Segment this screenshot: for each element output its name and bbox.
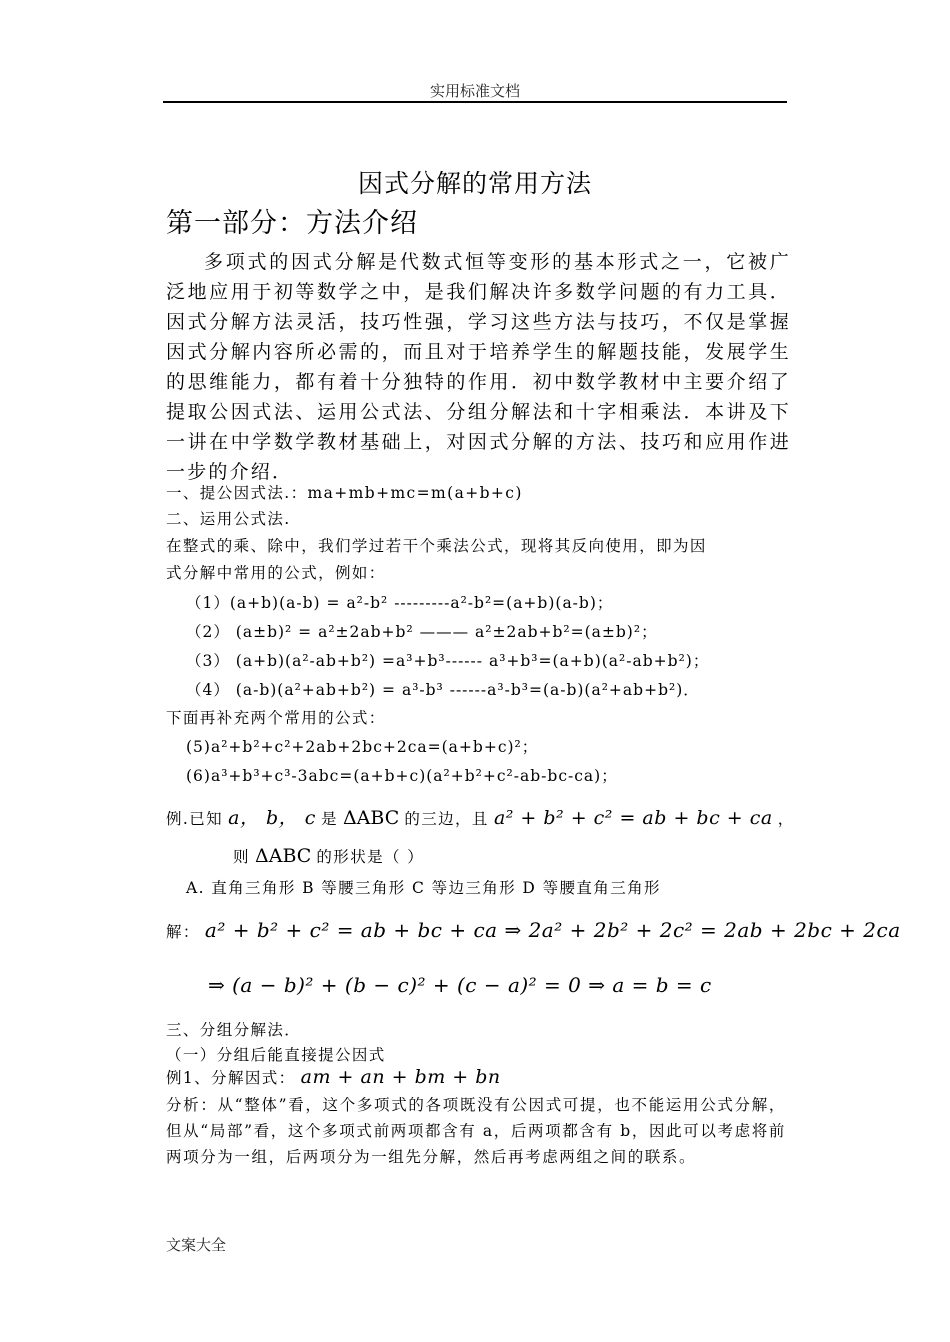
example-1	[166, 1066, 501, 1088]
supplement-heading: 下面再补充两个常用的公式：	[166, 709, 386, 727]
method-2-heading: 二、运用公式法.	[166, 510, 291, 528]
formula-2: （2） (a±b)² = a²±2ab+b² ——— a²±2ab+b²=(a±b)²；	[186, 623, 658, 641]
header-rule	[163, 101, 787, 103]
question-tail: 的形状是（ ）	[316, 848, 425, 866]
solution-label: 解：	[166, 923, 200, 941]
example-options: A. 直角三角形 B 等腰三角形 C 等边三角形 D 等腰直角三角形	[186, 879, 661, 897]
method-2-desc-line-1: 在整式的乘、除中，我们学过若干个乘法公式，现将其反向使用，即为因	[166, 537, 707, 555]
example-condition: a² + b² + c² = ab + bc + ca	[493, 807, 773, 829]
formula-4: （4） (a-b)(a²+ab+b²) = a³-b³ ------a³-b³=(a-b)(a²+ab+b²)．	[186, 681, 700, 699]
page-header: 实用标准文档	[429, 82, 520, 100]
example-1-expression: am + an + bm + bn	[300, 1066, 501, 1088]
solution-step-2: ⇒ (a − b)² + (b − c)² + (c − a)² = 0 ⇒ a = b = c	[208, 973, 712, 997]
intro-text: 多项式的因式分解是代数式恒等变形的基本形式之一，它被广泛地应用于初等数学之中，是我们解决许多数学问题的有力工具．因式分解方法灵活，技巧性强，学习这些方法与技巧，不仅是掌握因式分解内容所必需的，而且对于培养学生的解题技能，发展学生的思维能力，都有着十分独特的作用．初中数学教材中主要介绍了提取公因式法、运用公式法、分组分解法和十字相乘法．本讲及下一讲在中学数学教材基础上，对因式分解的方法、技巧和应用作进一步的介绍．	[166, 251, 791, 483]
method-1-heading: 一、提公因式法.：ma+mb+mc=m(a+b+c)	[166, 484, 523, 502]
example-statement	[166, 803, 795, 830]
solution-line-1	[166, 918, 901, 942]
subsection-heading: （一）分组后能直接提公因式	[166, 1046, 386, 1064]
solution-step-1: a² + b² + c² = ab + bc + ca ⇒ 2a² + 2b² + 2c² = 2ab + 2bc + 2ca	[204, 918, 901, 942]
document-title: 因式分解的常用方法	[357, 169, 592, 198]
formula-3: （3） (a+b)(a²-ab+b²) =a³+b³------ a³+b³=(a+b)(a²-ab+b²)；	[186, 652, 710, 670]
example-1-label: 例1、分解因式：	[166, 1069, 296, 1087]
method-2-desc-line-2: 式分解中常用的公式，例如：	[166, 564, 386, 582]
example-triangle: ΔABC	[342, 807, 400, 829]
question-triangle: ΔABC	[255, 845, 312, 867]
question-prefix: 则	[233, 848, 250, 866]
analysis-paragraph: 分析：从“整体”看，这个多项式的各项既没有公因式可提，也不能运用公式分解，但从“局部”看，这个多项式前两项都含有 a，后两项都含有 b，因此可以考虑将前两项分为一组，后两项分为一组先分解，然后再考虑两组之间的联系。	[166, 1096, 786, 1166]
example-prefix: 例.已知	[166, 810, 224, 828]
formula-1: （1）(a+b)(a-b) = a²-b² ---------a²-b²=(a+b)(a-b)；	[186, 594, 614, 612]
example-mid: 是	[320, 810, 338, 828]
formula-6: (6)a³+b³+c³-3abc=(a+b+c)(a²+b²+c²-ab-bc-ca)；	[186, 767, 618, 785]
page-footer: 文案大全	[166, 1236, 227, 1254]
example-tail: ，	[777, 810, 795, 828]
example-mid2: 的三边，且	[404, 810, 489, 828]
formula-5: (5)a²+b²+c²+2ab+2bc+2ca=(a+b+c)²；	[186, 738, 539, 756]
example-question	[233, 845, 424, 867]
method-3-heading: 三、分组分解法．	[166, 1021, 302, 1039]
intro-paragraph	[166, 247, 791, 487]
example-vars: a， b， c	[228, 807, 316, 829]
section-heading: 第一部分：方法介绍	[166, 208, 418, 239]
